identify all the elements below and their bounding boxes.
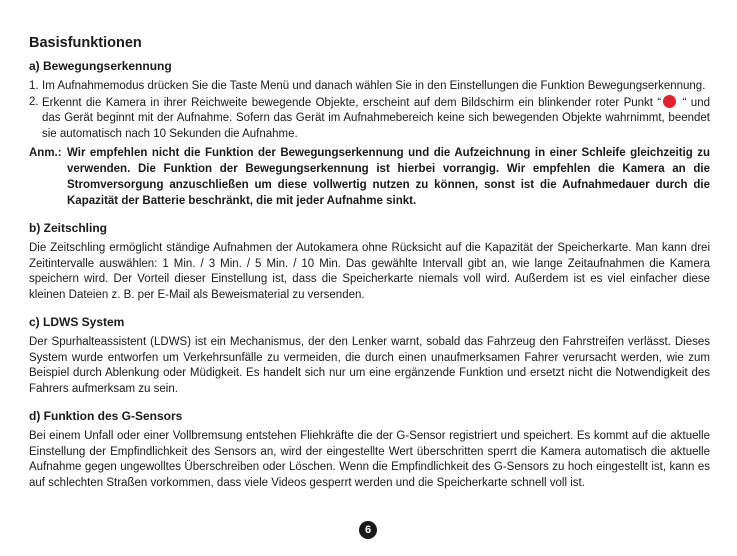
red-dot-icon bbox=[663, 95, 676, 108]
list-item bbox=[29, 79, 710, 95]
list-item-number: 2. bbox=[29, 95, 39, 108]
list-item-text: Im Aufnahmemodus drücken Sie die Taste Menü und danach wählen Sie in den Einstellungen die Funktion Bewegungserkennung. bbox=[42, 80, 706, 92]
list-item-text-after: “ und das Gerät beginnt mit der Aufnahme. Sofern das Gerät im Aufnahmebereich keine sich bewegenden Objekte wahrnimmt, beendet sie automatisch nach 10 Sekunden die Aufnahme. bbox=[42, 96, 710, 140]
section-heading-g-sensor: d) Funktion des G-Sensors bbox=[29, 409, 183, 423]
note-text: Wir empfehlen nicht die Funktion der Bewegungserkennung und die Aufzeichnung in einer Schleife gleichzeitig zu verwenden. Die Funktion der Bewegungserkennung ist hierbei vorrangig. Wir empfehlen die Kamera an die Stromversorgung anzuschließen um diese vollwertig nutzen zu können, sonst ist die Aufnahmedauer durch die Kapazität der Batterie beschränkt, die mit jeder Aufnahme sinkt. bbox=[67, 147, 710, 207]
note-label: Anm.: bbox=[29, 147, 62, 159]
note bbox=[29, 145, 710, 209]
section-heading-loop-recording: b) Zeitschling bbox=[29, 221, 107, 235]
section-heading-ldws: c) LDWS System bbox=[29, 315, 125, 329]
section-text-g-sensor: Bei einem Unfall oder einer Vollbremsung entstehen Fliehkräfte die der G-Sensor registriert und speichert. Es kommt auf die aktuelle Einstellung der Empfindlichkeit des Sensors an, wird der eingestellte Wert überschritten sperrt die Kamera automatisch die aktuelle Aufnahme gegen ungewolltes Überschreiben oder Löschen. Wenn die Empfindlichkeit des G-Sensors zu hoch eingestellt ist, kann es auf schlechten Straßen vorkommen, dass viele Videos gesperrt werden und die Speicherkarte schnell voll ist. bbox=[29, 430, 710, 489]
list-item-number: 1. bbox=[29, 80, 39, 92]
section-text-ldws: Der Spurhalteassistent (LDWS) ist ein Mechanismus, der den Lenker warnt, sobald das Fahrzeug den Fahrstreifen verlässt. Dieses System wurde entworfen um Verkehrsunfälle zu vermeiden, die durch einen unaufmerksamen Fahrer verursacht werden, wie zum Beispiel durch Ablenkung oder Müdigkeit. Es handelt sich nur um eine ergänzende Funktion und ersetzt nicht die Notwendigkeit des Fahrers aufmerksam zu sein. bbox=[29, 336, 710, 395]
section-text-loop-recording: Die Zeitschling ermöglicht ständige Aufnahmen der Autokamera ohne Rücksicht auf die Kapazität der Speicherkarte. Man kann drei Zeitintervalle auswählen: 1 Min. / 3 Min. / 5 Min. / 10 Min. Das gewählte Intervall gibt an, wie lange Zeitaufnahmen die Kamera speichern wird. Der Vorteil dieser Einstellung ist, dass die Speicherkarte niemals voll wird. Außerdem ist es viel einfacher diese kleinen Dateien z. B. per E-Mail als Beweismaterial zu versenden. bbox=[29, 242, 710, 301]
section-motion-detection bbox=[29, 58, 710, 209]
section-ldws bbox=[29, 314, 710, 397]
list-item-text-before: Erkennt die Kamera in ihrer Reichweite bewegende Objekte, erscheint auf dem Bildschirm ein blinkender roter Punkt “ bbox=[42, 96, 662, 109]
page-number-badge: 6 bbox=[359, 521, 377, 539]
instruction-list bbox=[29, 79, 710, 142]
section-heading-motion-detection: a) Bewegungserkennung bbox=[29, 59, 172, 73]
page-title: Basisfunktionen bbox=[29, 35, 142, 51]
list-item bbox=[29, 95, 710, 143]
section-g-sensor bbox=[29, 408, 710, 491]
manual-page bbox=[29, 34, 710, 491]
section-loop-recording bbox=[29, 220, 710, 303]
